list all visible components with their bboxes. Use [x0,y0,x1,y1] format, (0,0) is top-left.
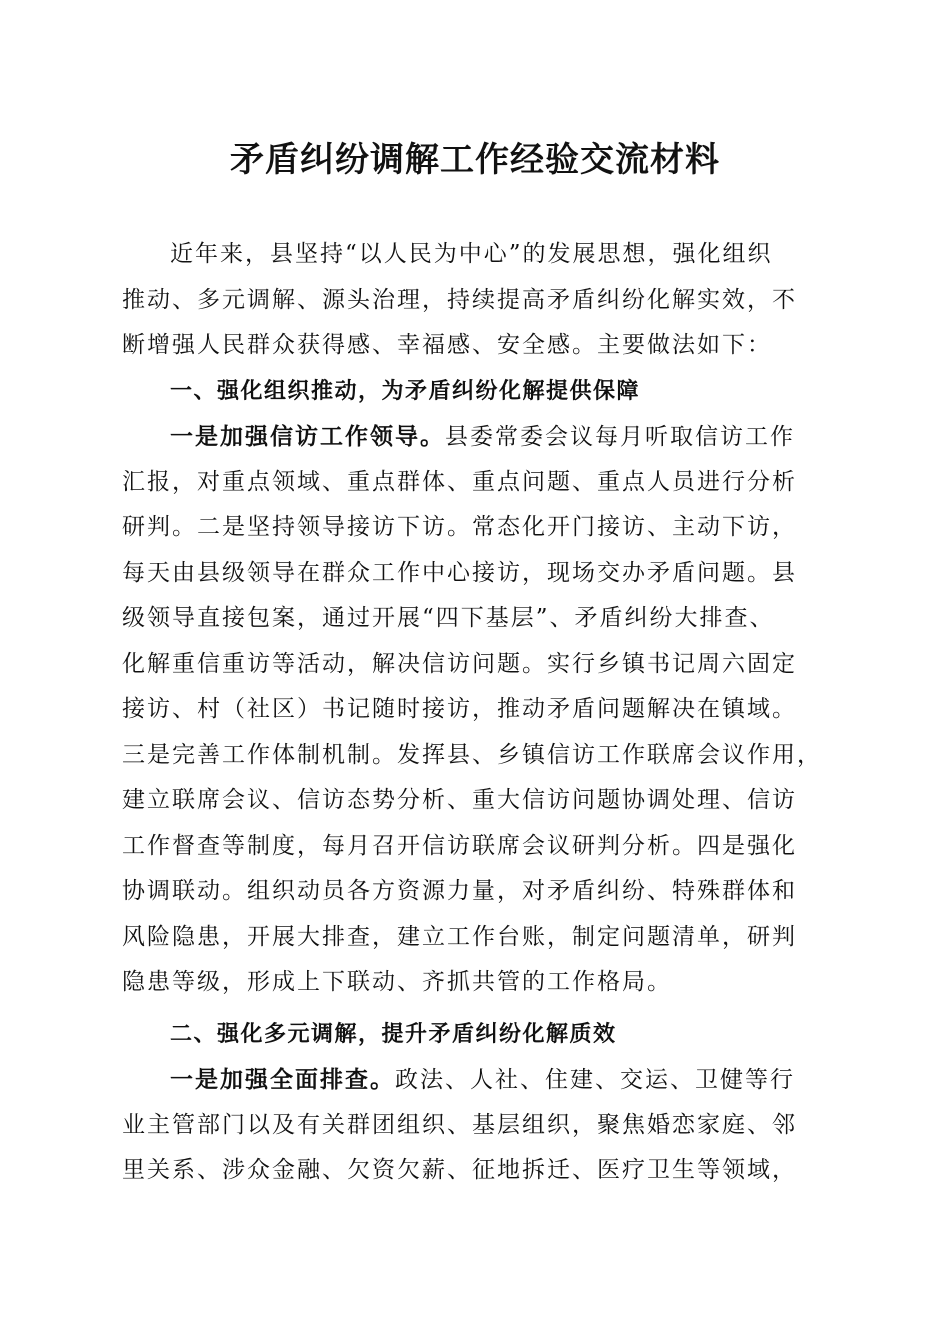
paragraph-line: 协调联动。组织动员各方资源力量，对矛盾纠纷、特殊群体和 [122,878,797,904]
paragraph-text: 县委常委会议每月听取信访工作 [445,424,795,450]
paragraph-line: 级领导直接包案，通过开展“四下基层”、矛盾纠纷大排查、 [122,605,775,631]
document-title: 矛盾纠纷调解工作经验交流材料 [230,140,720,180]
paragraph-line: 业主管部门以及有关群团组织、基层组织，聚焦婚恋家庭、邻 [122,1111,797,1138]
paragraph-line: 汇报，对重点领域、重点群体、重点问题、重点人员进行分析 [122,468,797,495]
lead-sentence: 一是加强信访工作领导。 [170,423,445,450]
document-body [122,232,830,1194]
section-heading-2: 二、强化多元调解，提升矛盾纠纷化解质效 [170,1021,617,1047]
lead-sentence: 一是加强全面排查。 [170,1066,395,1093]
paragraph-line: 推动、多元调解、源头治理，持续提高矛盾纠纷化解实效，不 [122,286,797,313]
paragraph-line: 断增强人民群众获得感、幸福感、安全感。主要做法如下： [122,332,772,358]
paragraph-text: 政法、人社、住建、交运、卫健等行 [395,1067,795,1093]
paragraph-line: 隐患等级，形成上下联动、齐抓共管的工作格局。 [122,969,672,995]
paragraph-line [122,414,830,460]
paragraph-line [122,1057,830,1103]
paragraph-line: 每天由县级领导在群众工作中心接访，现场交办矛盾问题。县 [122,559,797,586]
paragraph-line: 风险隐患，开展大排查，建立工作台账，制定问题清单，研判 [122,923,797,950]
paragraph-line: 工作督查等制度，每月召开信访联席会议研判分析。四是强化 [122,832,797,859]
paragraph-line: 接访、村（社区）书记随时接访，推动矛盾问题解决在镇域。 [122,696,797,722]
section-heading-1: 一、强化组织推动，为矛盾纠纷化解提供保障 [170,378,641,404]
paragraph-line: 化解重信重访等活动，解决信访问题。实行乡镇书记周六固定 [122,650,797,677]
paragraph-line: 三是完善工作体制机制。发挥县、乡镇信访工作联席会议作用， [122,741,822,768]
paragraph-line: 建立联席会议、信访态势分析、重大信访问题协调处理、信访 [122,787,797,813]
paragraph-line: 近年来，县坚持“以人民为中心”的发展思想，强化组织 [170,241,773,267]
paragraph-line: 研判。二是坚持领导接访下访。常态化开门接访、主动下访， [122,514,797,540]
paragraph-line: 里关系、涉众金融、欠资欠薪、征地拆迁、医疗卫生等领域， [122,1157,797,1183]
